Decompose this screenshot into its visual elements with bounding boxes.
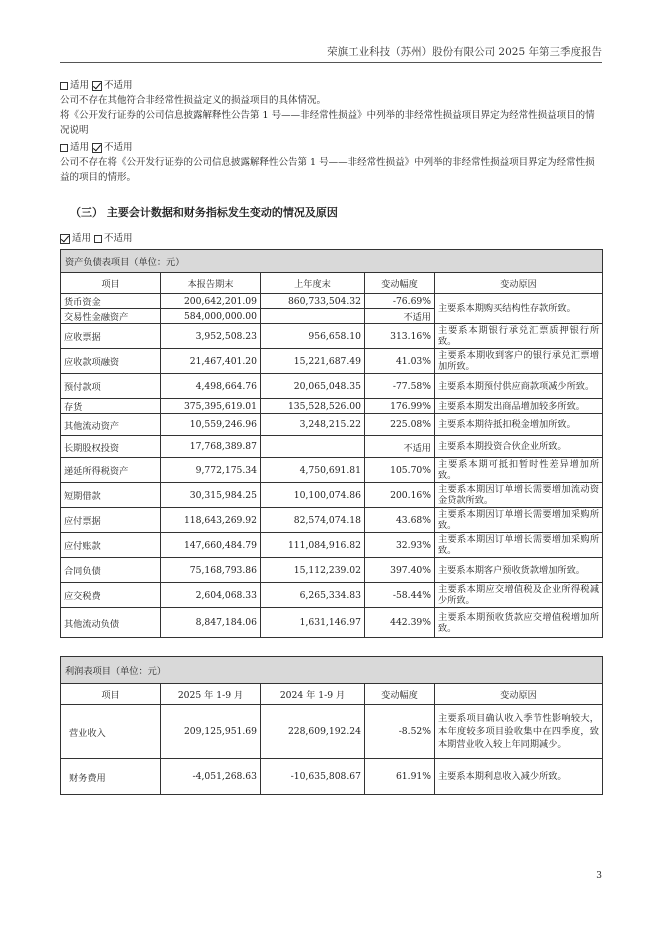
table-row (61, 759, 603, 795)
row-reason: 主要系本期因订单增长需要增加流动资金贷款所致。 (435, 483, 603, 508)
table-row (61, 294, 603, 309)
section-title: （三） 主要会计数据和财务指标发生变动的情况及原因 (70, 206, 338, 219)
row-reason: 主要系本期预付供应商款项减少所致。 (435, 374, 603, 399)
report-header-title: 荣旗工业科技（苏州）股份有限公司 2025 年第三季度报告 (327, 46, 602, 58)
checked-box-icon[interactable] (92, 143, 102, 153)
column-header: 变动原因 (435, 273, 603, 294)
row-item: 应收款项融资 (61, 349, 161, 374)
row-reason: 主要系本期因订单增长需要增加采购所致。 (435, 508, 603, 533)
row-item: 递延所得税资产 (61, 458, 161, 483)
table-row (61, 608, 603, 638)
row-current: 3,952,508.23 (161, 324, 261, 349)
row-change: 105.70% (365, 458, 435, 483)
row-current: 584,000,000.00 (161, 309, 261, 324)
unchecked-box-icon[interactable] (94, 235, 102, 243)
row-change: -76.69% (365, 294, 435, 309)
row-reason: 主要系本期预收货款应交增值税增加所致。 (435, 608, 603, 638)
row-item: 货币资金 (61, 294, 161, 309)
row-prior (261, 436, 365, 458)
paragraph-other-items: 公司不存在其他符合非经常性损益定义的损益项目的具体情况。 (60, 95, 327, 106)
row-item: 其他流动负债 (61, 608, 161, 638)
row-current: 209,125,951.69 (161, 705, 261, 759)
row-current: 2,604,068.33 (161, 583, 261, 608)
row-change: -77.58% (365, 374, 435, 399)
row-reason: 主要系本期因订单增长需要增加采购所致。 (435, 533, 603, 558)
table-header-row (61, 273, 603, 294)
column-header: 项目 (61, 684, 161, 705)
page-number: 3 (596, 871, 602, 881)
paragraph-reclassification-title: 将《公开发行证券的公司信息披露解释性公告第 1 号——非经常性损益》中列举的非经常性损益项目界定为经常性损益项目的情况说明 (60, 110, 595, 136)
not-applicable-label: 不适用 (104, 233, 133, 244)
unchecked-box-icon[interactable] (60, 82, 68, 90)
table-row (61, 324, 603, 349)
checked-box-icon[interactable] (92, 81, 102, 91)
row-current: 147,660,484.79 (161, 533, 261, 558)
page-content (60, 76, 602, 795)
checked-box-icon[interactable] (60, 234, 70, 244)
row-change: 不适用 (365, 436, 435, 458)
row-reason: 主要系本期客户预收货款增加所致。 (435, 558, 603, 583)
column-header: 2025 年 1-9 月 (161, 684, 261, 705)
table-row (61, 349, 603, 374)
row-prior: 82,574,074.18 (261, 508, 365, 533)
row-change: 397.40% (365, 558, 435, 583)
row-prior: 10,100,074.86 (261, 483, 365, 508)
row-current: 9,772,175.34 (161, 458, 261, 483)
table-gap (60, 638, 602, 656)
table-row (61, 533, 603, 558)
row-prior: -10,635,808.67 (261, 759, 365, 795)
row-prior (261, 309, 365, 324)
row-item: 应付账款 (61, 533, 161, 558)
row-prior: 4,750,691.81 (261, 458, 365, 483)
row-change: 43.68% (365, 508, 435, 533)
table-row (61, 508, 603, 533)
row-reason: 主要系本期银行承兑汇票质押银行所致。 (435, 324, 603, 349)
table-header-row (61, 684, 603, 705)
not-applicable-label: 不适用 (104, 80, 133, 91)
applicable-label: 适用 (70, 142, 90, 153)
row-reason: 主要系本期投资合伙企业所致。 (435, 436, 603, 458)
row-prior: 956,658.10 (261, 324, 365, 349)
row-prior: 6,265,334.83 (261, 583, 365, 608)
row-prior: 15,221,687.49 (261, 349, 365, 374)
row-reason: 主要系项目确认收入季节性影响较大，本年度较多项目验收集中在四季度，致本期营业收入较上年同期减少。 (435, 705, 603, 759)
row-reason: 主要系本期待抵扣税金增加所致。 (435, 414, 603, 436)
row-item: 长期股权投资 (61, 436, 161, 458)
row-current: 21,467,401.20 (161, 349, 261, 374)
row-change: 313.16% (365, 324, 435, 349)
row-current: 75,168,793.86 (161, 558, 261, 583)
row-change: 61.91% (365, 759, 435, 795)
row-item: 存货 (61, 399, 161, 414)
row-change: 225.08% (365, 414, 435, 436)
row-prior: 3,248,215.22 (261, 414, 365, 436)
row-reason: 主要系本期发出商品增加较多所致。 (435, 399, 603, 414)
table-row (61, 483, 603, 508)
row-change: -58.44% (365, 583, 435, 608)
row-prior: 135,528,526.00 (261, 399, 365, 414)
row-item: 营业收入 (61, 705, 161, 759)
row-current: 4,498,664.76 (161, 374, 261, 399)
row-change: 442.39% (365, 608, 435, 638)
row-item: 应收票据 (61, 324, 161, 349)
row-item: 财务费用 (61, 759, 161, 795)
column-header: 上年度末 (261, 273, 365, 294)
row-current: 200,642,201.09 (161, 294, 261, 309)
table-row (61, 374, 603, 399)
table-row (61, 414, 603, 436)
row-item: 交易性金融资产 (61, 309, 161, 324)
row-reason: 主要系本期可抵扣暂时性差异增加所致。 (435, 458, 603, 483)
table-row (61, 399, 603, 414)
row-current: 30,315,984.25 (161, 483, 261, 508)
row-current: 10,559,246.96 (161, 414, 261, 436)
income-statement-table (60, 656, 603, 795)
paragraph-reclassification-statement: 公司不存在将《公开发行证券的公司信息披露解释性公告第 1 号——非经常性损益》中列举的非经常性损益项目界定为经常性损益的项目的情形。 (60, 157, 595, 183)
table-row (61, 583, 603, 608)
table-row (61, 558, 603, 583)
balance-sheet-table (60, 249, 603, 638)
column-header: 本报告期末 (161, 273, 261, 294)
row-change: 200.16% (365, 483, 435, 508)
balance-table-caption: 资产负债表项目（单位：元） (61, 250, 603, 273)
row-prior: 860,733,504.32 (261, 294, 365, 309)
row-change: 41.03% (365, 349, 435, 374)
table-row (61, 436, 603, 458)
row-prior: 111,084,916.82 (261, 533, 365, 558)
column-header: 变动幅度 (365, 273, 435, 294)
column-header: 项目 (61, 273, 161, 294)
header-divider (60, 62, 602, 63)
row-reason: 主要系本期利息收入减少所致。 (435, 759, 603, 795)
row-prior: 20,065,048.35 (261, 374, 365, 399)
row-item: 预付款项 (61, 374, 161, 399)
row-item: 合同负债 (61, 558, 161, 583)
row-item: 应交税费 (61, 583, 161, 608)
applicability-line-1 (60, 78, 602, 93)
row-reason: 主要系本期收到客户的银行承兑汇票增加所致。 (435, 349, 603, 374)
row-item: 短期借款 (61, 483, 161, 508)
row-change: -8.52% (365, 705, 435, 759)
income-table-caption: 利润表项目（单位：元） (61, 657, 603, 684)
table-row (61, 458, 603, 483)
applicability-line-2 (60, 140, 602, 155)
applicability-line-3 (60, 231, 602, 246)
row-reason: 主要系本期应交增值税及企业所得税减少所致。 (435, 583, 603, 608)
row-prior: 228,609,192.24 (261, 705, 365, 759)
row-change: 不适用 (365, 309, 435, 324)
row-prior: 1,631,146.97 (261, 608, 365, 638)
row-change: 32.93% (365, 533, 435, 558)
table-row (61, 705, 603, 759)
row-current: 118,643,269.92 (161, 508, 261, 533)
unchecked-box-icon[interactable] (60, 144, 68, 152)
not-applicable-label: 不适用 (104, 142, 133, 153)
column-header: 2024 年 1-9 月 (261, 684, 365, 705)
row-reason: 主要系本期购买结构性存款所致。 (435, 294, 603, 324)
row-item: 其他流动资产 (61, 414, 161, 436)
row-current: 17,768,389.87 (161, 436, 261, 458)
row-change: 176.99% (365, 399, 435, 414)
row-item: 应付票据 (61, 508, 161, 533)
column-header: 变动幅度 (365, 684, 435, 705)
column-header: 变动原因 (435, 684, 603, 705)
row-current: 8,847,184.06 (161, 608, 261, 638)
row-current: -4,051,268.63 (161, 759, 261, 795)
row-prior: 15,112,239.02 (261, 558, 365, 583)
applicable-label: 适用 (70, 80, 90, 91)
applicable-label: 适用 (72, 233, 92, 244)
row-current: 375,395,619.01 (161, 399, 261, 414)
